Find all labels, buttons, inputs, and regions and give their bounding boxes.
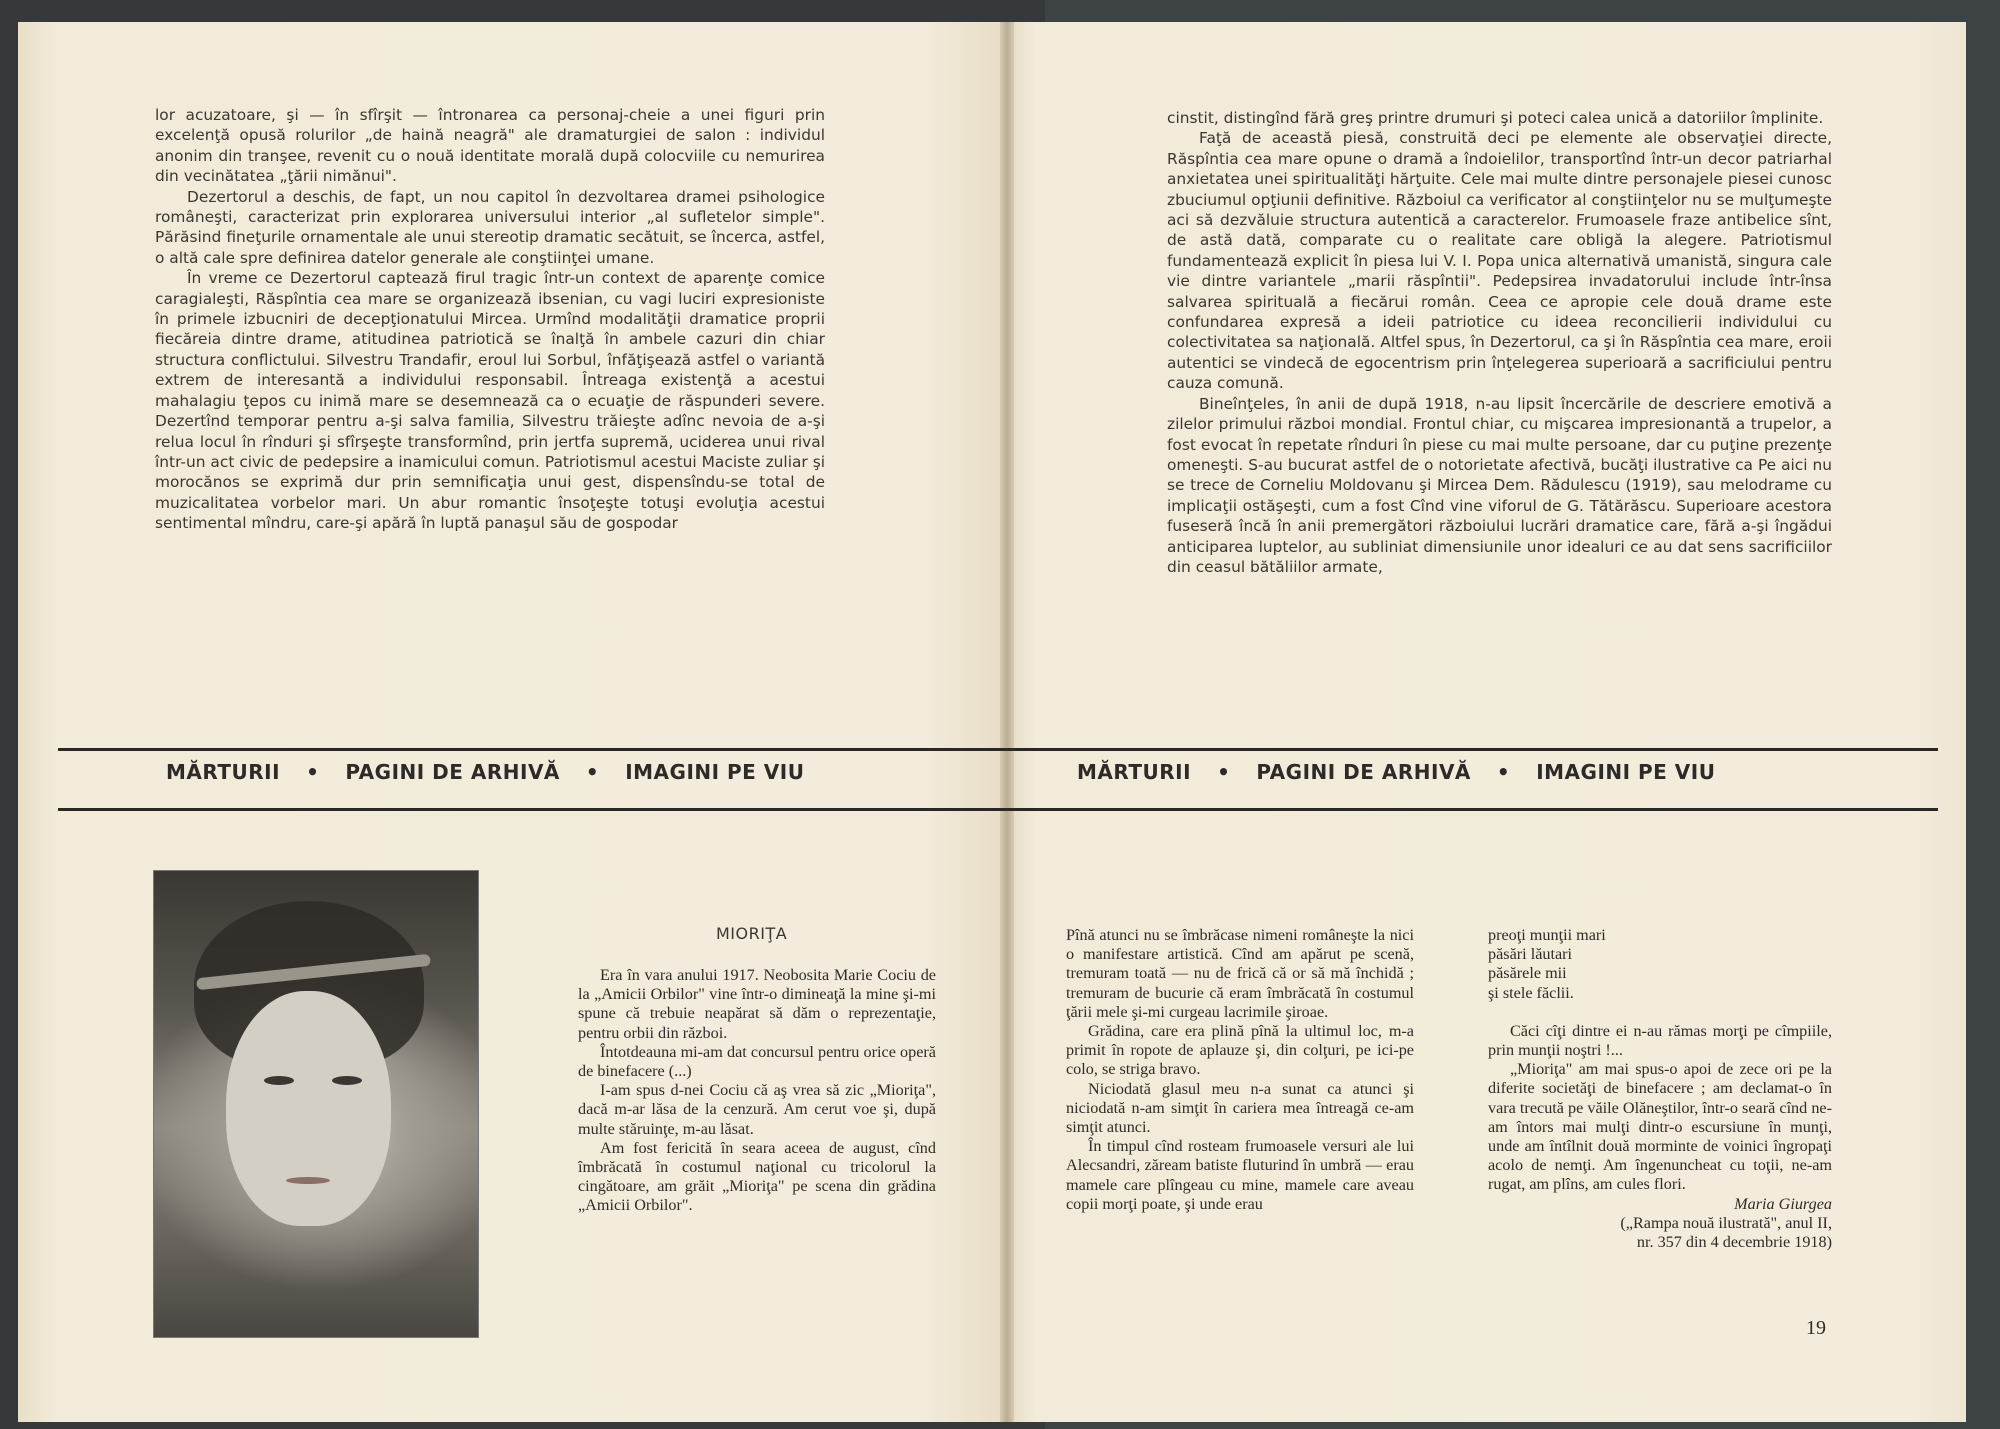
- paragraph: Dezertorul a deschis, de fapt, un nou capitol în dezvoltarea dramei psihologice româneşti, caracterizat prin explorarea universului interior „al sufletelor simple". Părăsind fineţurile ornamentale ale unui stereotip dramatic secătuit, se încerca, astfel, o altă cale spre definirea datelor generale ale conştiinţei umane.: [155, 187, 825, 267]
- poem-excerpt: [1488, 926, 1832, 1003]
- paragraph: În vreme ce Dezertorul captează firul tragic într-un context de aparenţe comice caragialeşti, Răspîntia cea mare se organizează ibsenian, cu vagi luciri expresioniste în primele izbucniri de decepţionatului Mircea. Urmînd modalităţii dramatice proprii fiecăreia dintre drame, atitudinea patriotică se înalţă în ambele cazuri din chiar structura conflictului. Silvestru Trandafir, eroul lui Sorbul, înfăţişează astfel o variantă extrem de interesantă a individului responsabil. Întreaga existenţă a acestui mahalagiu ţepos cu inimă mare se desemnează ca o ecuaţie de răspunderi severe. Dezertînd temporar pentru a-şi salva familia, Silvestru trăieşte adînc nevoia de a-şi relua locul în rînduri şi sfîrşeşte transformînd, prin jertfa supremă, uciderea unui rival într-un act civic de pedepsire a inamicului comun. Patriotismul acestui Maciste zuliar şi morocănos se exprimă dur prin semnificaţia unui gest, dispensîndu-se total de muzicalitatea vorbelor mari. Un abur romantic însoţeşte totuşi evoluţia acestui sentimental mîndru, care-şi apără în luptă panaşul său de gospodar: [155, 269, 825, 533]
- page-number: 19: [1806, 1317, 1826, 1339]
- banner-rule-top: [58, 748, 1938, 751]
- paragraph: Întotdeauna mi-am dat concursul pentru orice operă de binefacere (...): [578, 1042, 936, 1081]
- paragraph: Bineînţeles, în anii de după 1918, n-au lipsit încercările de descriere emotivă a zilelor primului război mondial. Frontul chiar, cu mişcarea impresionantă a trupelor, a fost evocat în repetate rînduri în piese cu mai multe persoane, dar cu puţine prezenţe omeneşti. S-au bucurat astfel de o notorietate afectivă, bucăţi ilustrative ca Pe aici nu se trece de Corneliu Moldovanu şi Mircea Dem. Rădulescu (1919), sau melodrame cu implicaţii ostăşeşti, cum a fost Cînd vine viforul de G. Tătărăscu. Superioare acestora fuseseră încă în anii premergători războiului lucrări dramatice care, fără a-şi îngădui anticiparea luptelor, au subliniat dimensiunile unor idealuri ce au dat sens sacrificiilor din ceasul bătăliilor armate,: [1167, 394, 1832, 576]
- paragraph: Faţă de această piesă, construită deci pe elemente ale observaţiei directe, Răspîntia cea mare opune o dramă a îndoielilor, transportînd într-un decor patriarhal anxietatea unei spiritualităţi hărţuite. Cele mai multe dintre personajele piesei cunosc zbuciumul opţiunii definitive. Războiul ca verificator al conştiinţelor nu se mulţumeşte aci să dezvăluie structura autentică a caracterelor. Frumoasele fraze antibelice sînt, de astă dată, comparate cu o realitate care obligă la alegere. Patriotismul fundamentează explicit în piesa lui V. I. Popa unica alternativă umanistă, singura cale vie dintre variantele „marii răspîntii". Pedepsirea invadatorului include într-însa salvarea spirituală a fiecărui român. Ceea ce apropie cele două drame este confundarea expresă a ideii patriotice cu ideea reconcilierii individului cu colectivitatea sa naţională. Altfel spus, în Dezertorul, ca şi în Răspîntia cea mare, eroii autentici se vindecă de egocentrism prin înţelegerea superioară a sacrificiului pentru cauza comună.: [1167, 129, 1832, 393]
- article-column-2: [1066, 926, 1414, 1214]
- portrait-photo: [153, 870, 479, 1338]
- paragraph: Căci cîţi dintre ei n-au rămas morţi pe cîmpiile, prin munţii noştri !...: [1488, 1021, 1832, 1060]
- paragraph: I-am spus d-nei Cociu că aş vrea să zic „Mioriţa", dacă m-ar lăsa de la cenzură. Am cerut voe şi, după multe stăruinţe, m-au lăsat.: [578, 1081, 936, 1138]
- paragraph: Era în vara anului 1917. Neobosita Marie Cociu de la „Amicii Orbilor" vine într-o dimineaţă la mine şi-mi spune că trebuie neapărat să dăm o reprezentaţie, pentru orbii din război.: [578, 966, 936, 1042]
- paragraph: cinstit, distingînd fără greş printre drumuri şi poteci calea unică a datoriilor împlinite.: [1167, 109, 1824, 127]
- paragraph: Niciodată glasul meu n-a sunat ca atunci şi niciodată n-am simţit în cariera mea întreagă ce-am simţit atunci.: [1066, 1079, 1414, 1137]
- author-signature: Maria Giurgea: [1734, 1194, 1832, 1213]
- article-title: MIORIŢA: [716, 924, 788, 943]
- source-citation-line: nr. 357 din 4 decembrie 1918): [1636, 1233, 1832, 1252]
- section-banner-left: MĂRTURII • PAGINI DE ARHIVĂ • IMAGINI PE VIU: [166, 760, 805, 784]
- paragraph: În timpul cînd rosteam frumoasele versuri ale lui Alecsandri, zăream batiste fluturind în umbră — erau mamele care plîngeau cu mine, mamele care aveau copii morţi poate, şi unde erau: [1066, 1137, 1414, 1213]
- book-gutter: [1000, 22, 1014, 1422]
- paragraph: „Mioriţa" am mai spus-o apoi de zece ori pe la diferite societăţi de binefacere ; am declamat-o în vara trecută pe văile Olăneştilor, într-o seară cînd ne-am întors mai mulţi dintr-o escursiune în munţi, unde am întîlnit două morminte de voinici îngropaţi acolo de nemţi. Am îngenuncheat cu toţii, ne-am rugat, am plîns, am cules flori.: [1488, 1060, 1832, 1194]
- article-column-3: [1488, 926, 1832, 1252]
- poem-line: şi stele făclii.: [1488, 983, 1574, 1002]
- paragraph: Pînă atunci nu se îmbrăcase nimeni româneşte la nici o manifestare artistică. Cînd am apărut pe scenă, tremuram toată — nu de frică că or să mă închidă ; tremuram de bucurie că eram îmbrăcată în costumul ţării mele şi-mi curgeau lacrimile şiroae.: [1066, 926, 1414, 1021]
- source-citation-line: („Rampa nouă ilustrată", anul II,: [1620, 1213, 1832, 1232]
- paragraph: Grădina, care era plină pînă la ultimul loc, m-a primit în ropote de aplauze şi, din colţuri, pe ici-pe colo, se striga bravo.: [1066, 1022, 1414, 1079]
- paragraph: lor acuzatoare, şi — în sfîrşit — întronarea ca personaj-cheie a unei figuri prin excelenţă opusă rolurilor „de haină neagră" ale dramaturgiei de salon : individul anonim din tranşee, revenit cu o nouă identitate morală după colocviile cu nemurirea din vecinătatea „ţării nimănui".: [155, 106, 825, 186]
- poem-line: preoţi munţii mari: [1488, 926, 1606, 944]
- right-essay-column: [1167, 108, 1832, 577]
- banner-rule-bottom: [58, 808, 1938, 811]
- article-column-1: [578, 966, 936, 1216]
- left-essay-column: [155, 105, 825, 534]
- section-banner-right: MĂRTURII • PAGINI DE ARHIVĂ • IMAGINI PE VIU: [1077, 760, 1716, 784]
- poem-line: păsărele mii: [1488, 964, 1567, 983]
- paragraph: Am fost fericită în seara aceea de august, cînd îmbrăcată în costumul naţional cu tricolorul la cingătoare, am grăit „Mioriţa" pe scena din grădina „Amicii Orbilor".: [578, 1138, 936, 1215]
- poem-line: păsări lăutari: [1488, 945, 1573, 964]
